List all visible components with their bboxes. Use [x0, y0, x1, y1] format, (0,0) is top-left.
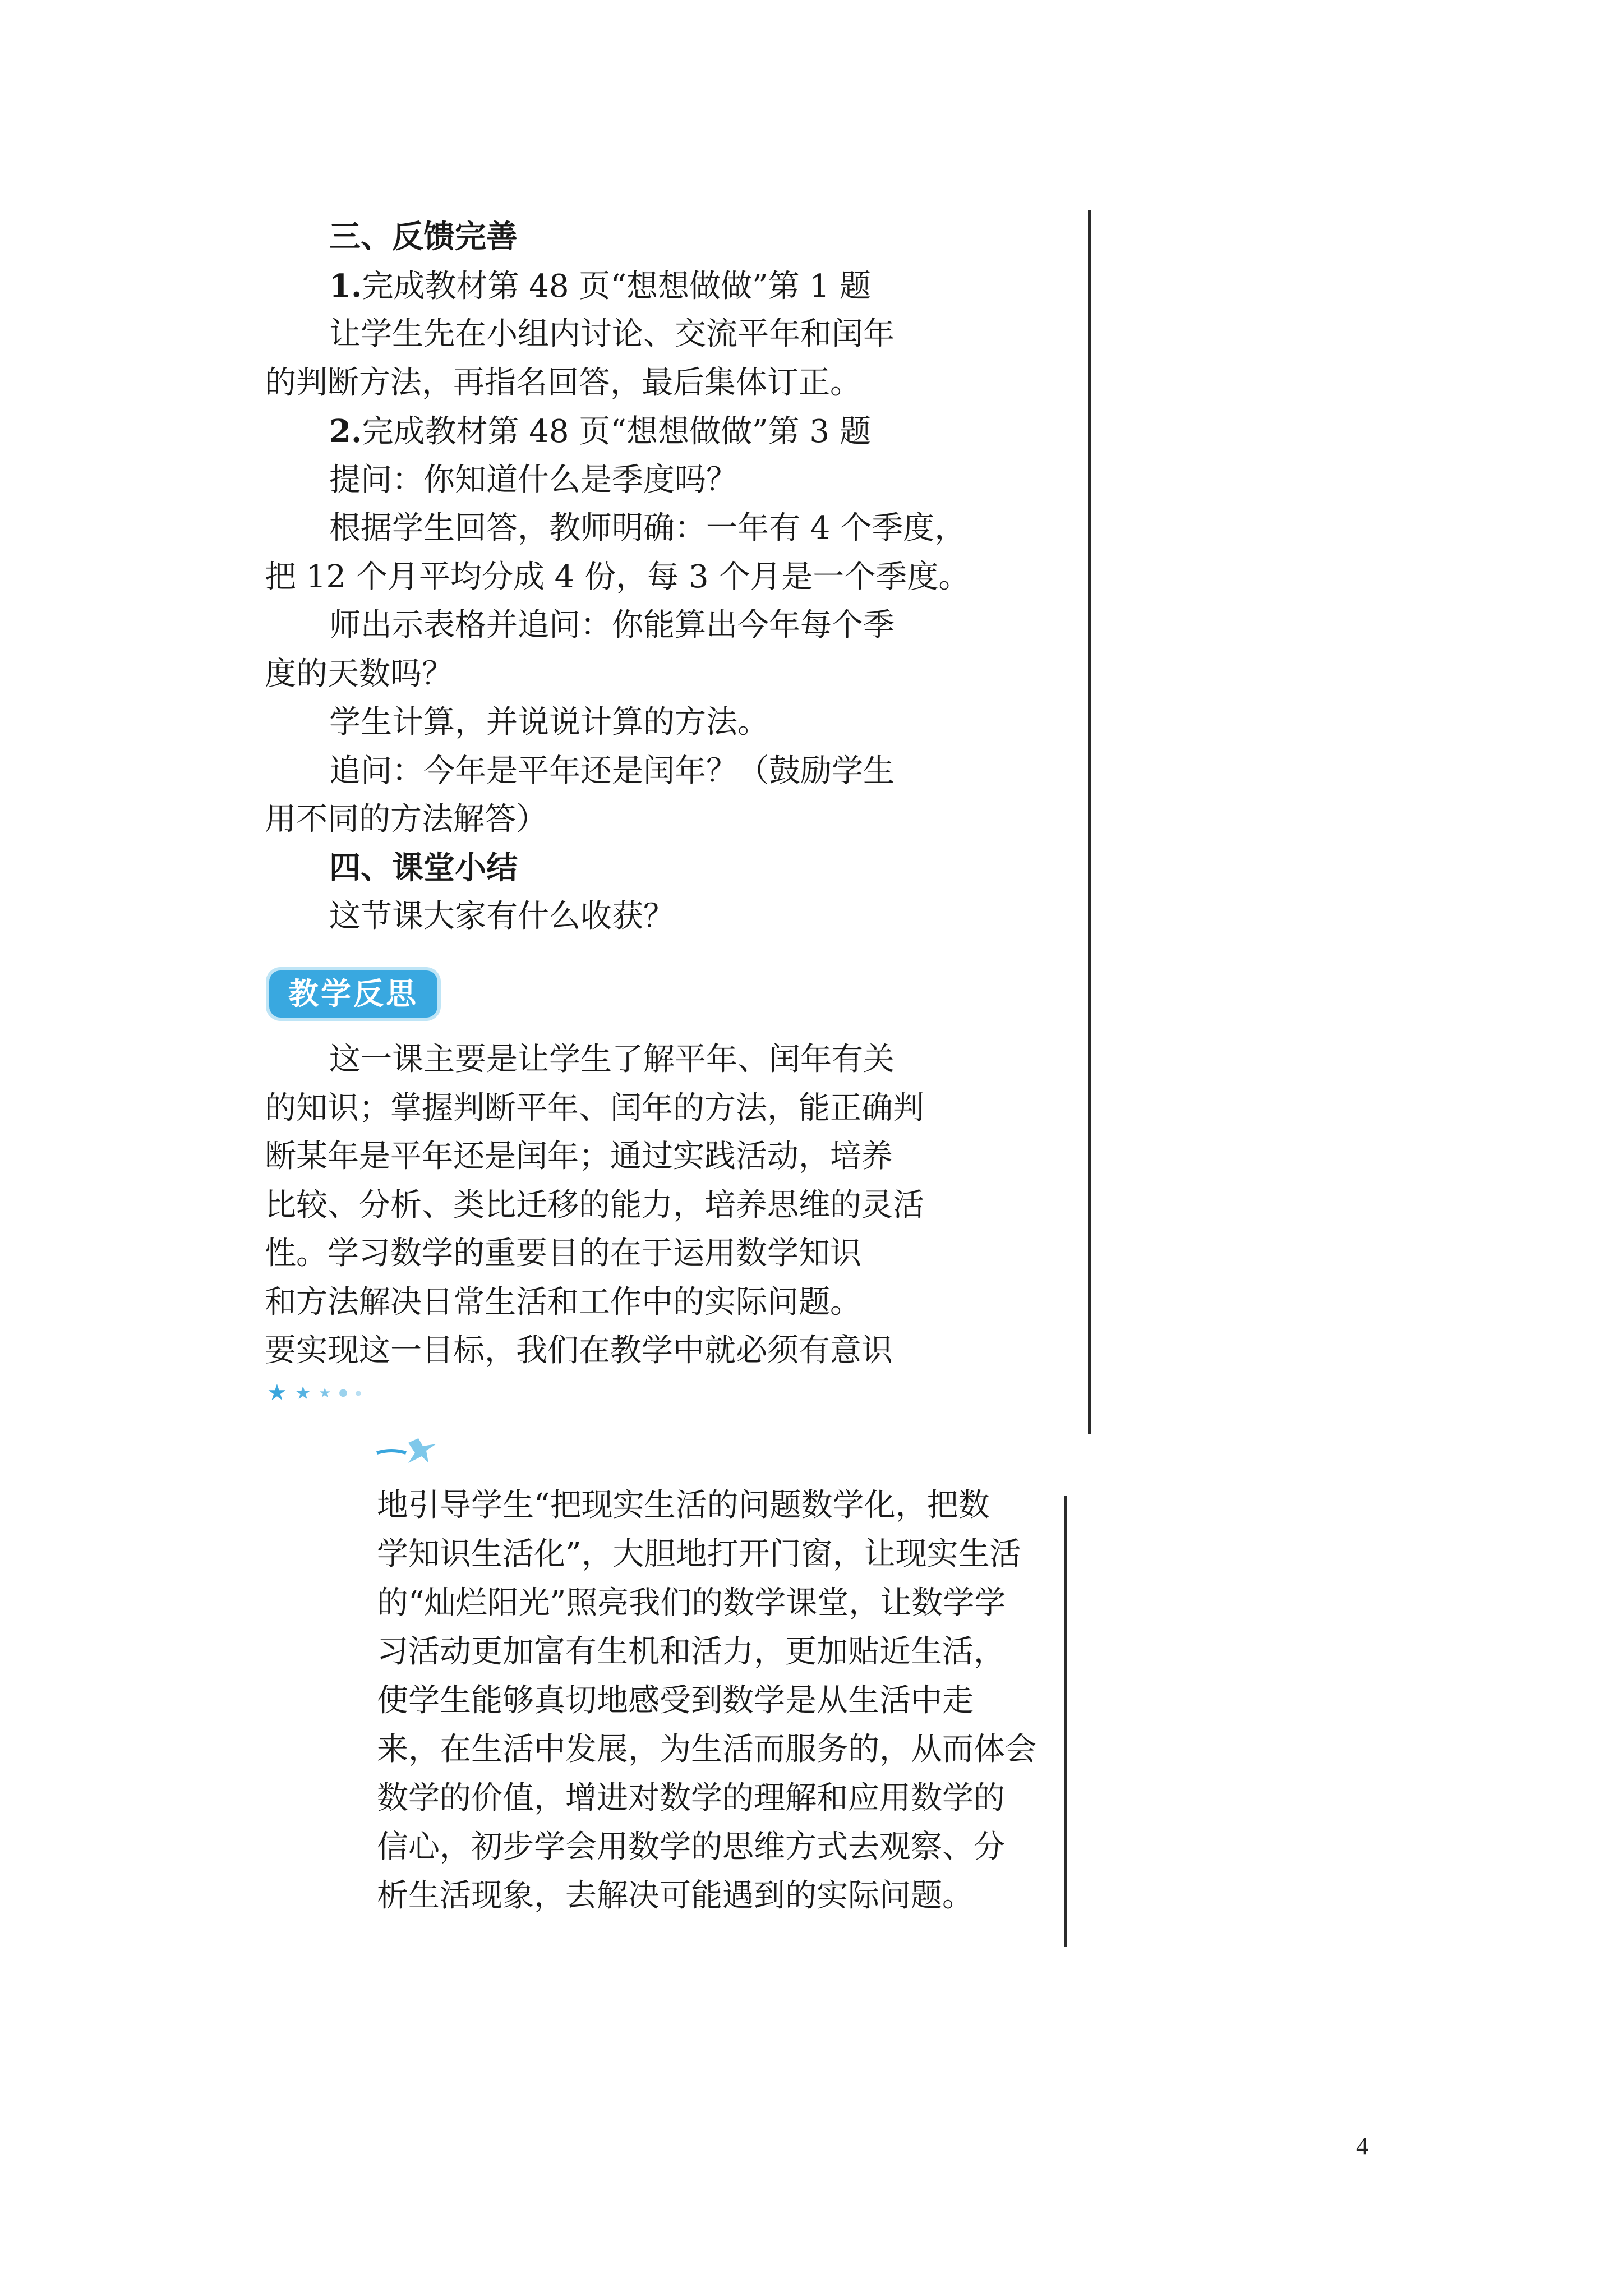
main-column: [265, 213, 970, 941]
item2-number: 2.: [329, 413, 362, 450]
reflection-line: 要实现这一目标，我们在教学中就必须有意识: [265, 1332, 893, 1369]
paragraph-line: 追问：今年是平年还是闰年？（鼓励学生: [329, 752, 895, 789]
reflection-line: 断某年是平年还是闰年；通过实践活动，培养: [265, 1138, 893, 1175]
paragraph-line: 让学生先在小组内讨论、交流平年和闰年: [329, 316, 895, 352]
reflection-line: 习活动更加富有生机和活力，更加贴近生活，: [377, 1634, 1005, 1670]
reflection-column: [265, 1036, 925, 1375]
paragraph-line: 用不同的方法解答）: [265, 801, 547, 838]
reflection-line: 的“灿烂阳光”照亮我们的数学课堂，让数学学: [377, 1585, 1006, 1621]
item1-number: 1.: [329, 267, 362, 305]
section-heading-feedback: 三、反馈完善: [329, 219, 518, 255]
reflection-line: 来，在生活中发展，为生活而服务的，从而体会: [377, 1731, 1036, 1768]
column-rule-bottom: [1064, 1496, 1067, 1947]
paragraph-line: 度的天数吗？: [265, 655, 453, 692]
star-icon: ★: [319, 1385, 331, 1401]
paragraph-line: 提问：你知道什么是季度吗？: [329, 461, 737, 498]
reflection-line: 学知识生活化”，大胆地打开门窗，让现实生活: [377, 1536, 1021, 1572]
column-rule-top: [1088, 210, 1091, 1434]
paragraph-line: 这节课大家有什么收获？: [329, 898, 675, 935]
paragraph-line: 把 12 个月平均分成 4 份，每 3 个月是一个季度。: [265, 558, 970, 595]
reflection-line: 地引导学生“把现实生活的问题数学化，把数: [377, 1487, 990, 1524]
paragraph-line: 师出示表格并追问：你能算出今年每个季: [329, 607, 895, 643]
paragraph-line: 的判断方法，再指名回答，最后集体订正。: [265, 364, 861, 401]
continuation-column: [377, 1481, 1039, 1920]
reflection-line: 性。学习数学的重要目的在于运用数学知识: [265, 1235, 861, 1272]
item1-title-text: 完成教材第 48 页“想想做做”第 1 题: [362, 268, 871, 305]
star-icon: ★: [294, 1382, 311, 1404]
item2-title: [265, 407, 925, 456]
reflection-badge: 教学反思: [269, 970, 437, 1018]
paragraph-line: 根据学生回答，教师明确：一年有 4 个季度，: [329, 510, 966, 546]
star-icon: ●: [355, 1389, 362, 1397]
ornament-icon: [375, 1436, 442, 1470]
item1-title: [265, 262, 925, 311]
reflection-line: 的知识；掌握判断平年、闰年的方法，能正确判: [265, 1089, 924, 1126]
reflection-line: 和方法解决日常生活和工作中的实际问题。: [265, 1283, 861, 1320]
star-icon: ★: [267, 1380, 287, 1406]
page-number: 4: [1356, 2132, 1368, 2160]
item2-title-text: 完成教材第 48 页“想想做做”第 3 题: [362, 413, 871, 450]
reflection-line: 析生活现象，去解决可能遇到的实际问题。: [377, 1878, 974, 1914]
reflection-line: 使学生能够真切地感受到数学是从生活中走: [377, 1682, 974, 1719]
reflection-line: 数学的价值，增进对数学的理解和应用数学的: [377, 1780, 1005, 1816]
section-heading-summary: 四、课堂小结: [329, 849, 518, 886]
reflection-line: 信心，初步学会用数学的思维方式去观察、分: [377, 1829, 1005, 1865]
star-icon: ●: [339, 1387, 348, 1398]
paragraph-line: 学生计算，并说说计算的方法。: [329, 704, 769, 740]
reflection-line: 比较、分析、类比迁移的能力，培养思维的灵活: [265, 1186, 924, 1223]
reflection-line: 这一课主要是让学生了解平年、闰年有关: [329, 1041, 895, 1078]
star-decoration: [267, 1379, 361, 1407]
